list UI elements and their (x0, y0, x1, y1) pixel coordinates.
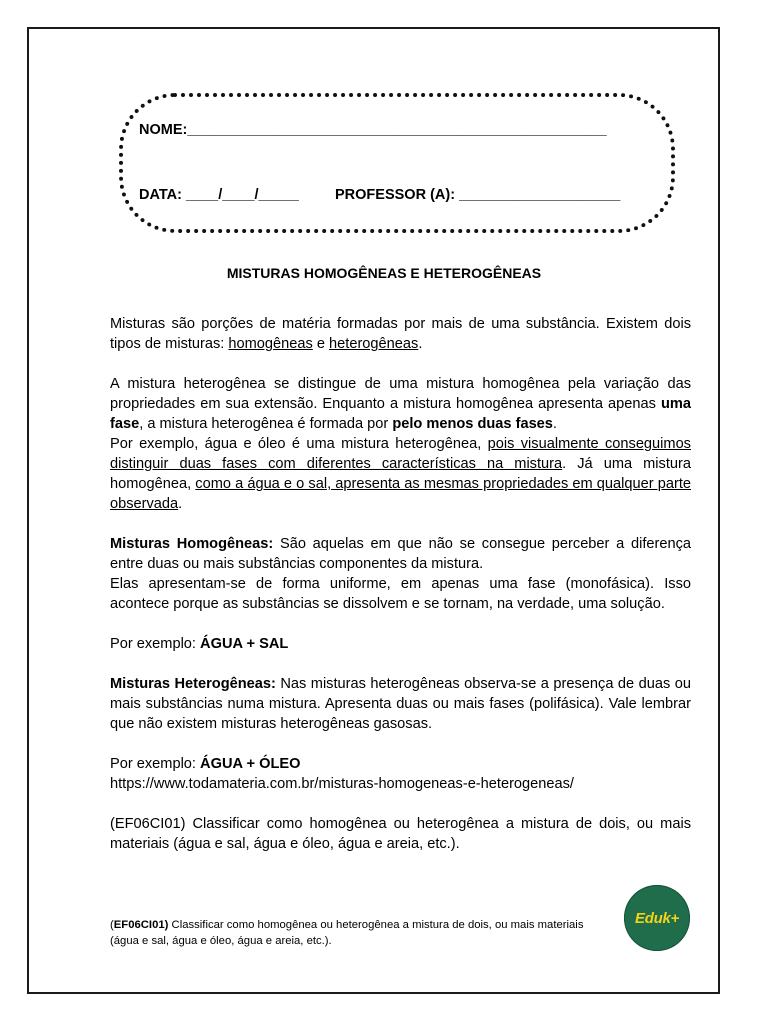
heterogeneas-term: heterogêneas (329, 336, 419, 352)
homogeneous-example: Por exemplo: ÁGUA + SAL (110, 636, 289, 652)
footer-note: (EF06CI01) Classificar como homogênea ou heterogênea a mistura de dois, ou mais materiais (água e sal, água e óleo, água e areia, etc.). (110, 919, 584, 947)
underlined-phrase-1: pois visualmente conseguimos distinguir duas fases com diferentes características na mistura (110, 436, 691, 472)
homogeneous-explanation: Elas apresentam-se de forma uniforme, em apenas uma fase (monofásica). Isso acontece porque as substâncias se dissolvem e se tornam, na verdade, uma solução. (110, 576, 691, 612)
teacher-label: PROFESSOR (A): (335, 187, 456, 203)
difference-paragraph: A mistura heterogênea se distingue de uma mistura homogênea pela variação das propriedades em sua extensão. Enquanto a mistura homogênea apresenta apenas uma fase, a mistura heterogênea é formada por pelo menos duas fases. (110, 376, 691, 432)
date-label: DATA: (139, 187, 182, 203)
heterogeneous-example: Por exemplo: ÁGUA + ÓLEO (110, 756, 301, 772)
heterogeneous-heading: Misturas Heterogêneas: (110, 676, 276, 692)
intro-paragraph: Misturas são porções de matéria formadas por mais de uma substância. Existem dois tipos de misturas: homogêneas e heterogêneas. (110, 316, 691, 352)
homogeneous-definition: Misturas Homogêneas: São aquelas em que não se consegue perceber a diferença entre duas ou mais substâncias componentes da mistura. (110, 536, 692, 572)
date-blank: ____/____/_____ (185, 187, 299, 203)
teacher-blank: ____________________ (459, 187, 621, 203)
logo-text: Eduk+ (635, 909, 679, 927)
skill-paragraph: (EF06CI01) Classificar como homogênea ou heterogênea a mistura de dois, ou mais materiais (água e sal, água e óleo, água e areia, etc.). (110, 816, 691, 852)
heterogeneous-definition: Misturas Heterogêneas: Nas misturas heterogêneas observa-se a presença de duas ou mais substâncias numa mistura. Apresenta duas ou mais fases (polifásica). Vale lembrar que não existem misturas heterogêneas gasosas. (110, 676, 691, 732)
student-info-box (119, 93, 675, 233)
eduk-logo (624, 885, 690, 951)
teacher-line (335, 187, 620, 203)
example-paragraph: Por exemplo, água e óleo é uma mistura heterogênea, pois visualmente conseguimos distinguir duas fases com diferentes características na mistura. Já uma mistura homogênea, como a água e o sal, apresenta as mesmas propriedades em qualquer parte observada. (110, 436, 692, 512)
footer-code: EF06CI01) (113, 919, 169, 931)
uma-fase-bold: uma fase (110, 396, 691, 432)
homogeneas-term: homogêneas (228, 336, 313, 352)
page-title: MISTURAS HOMOGÊNEAS E HETEROGÊNEAS (226, 265, 542, 281)
source-url[interactable]: https://www.todamateria.com.br/misturas-homogeneas-e-heterogeneas/ (110, 776, 574, 792)
name-label: NOME: (139, 122, 188, 138)
underlined-phrase-2: como a água e o sal, apresenta as mesmas propriedades em qualquer parte observada (110, 476, 692, 512)
name-blank: ____________________________________________________ (187, 122, 607, 138)
date-line (139, 187, 299, 203)
name-line (139, 122, 607, 138)
homogeneous-heading: Misturas Homogêneas: (110, 536, 274, 552)
main-text (110, 314, 691, 874)
duas-fases-bold: pelo menos duas fases (392, 416, 553, 432)
